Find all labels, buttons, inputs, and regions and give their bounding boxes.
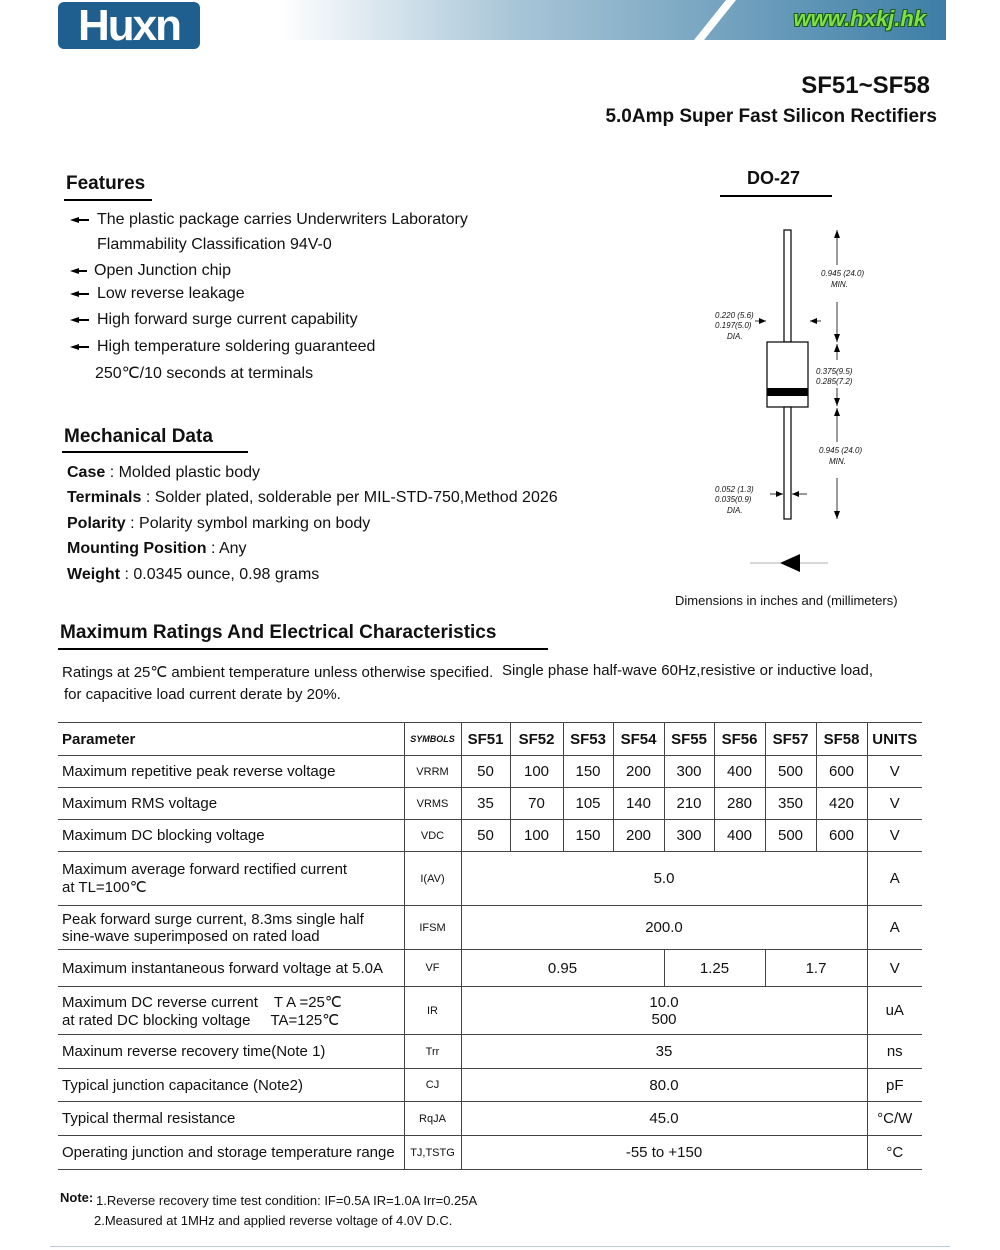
- ratings-title: Maximum Ratings And Electrical Characteristics: [60, 622, 497, 643]
- row-label: Typical junction capacitance (Note2): [58, 1069, 404, 1102]
- row-symbol: IFSM: [404, 906, 461, 950]
- polarity-symbol-icon: [780, 554, 800, 572]
- footer-line: [50, 1246, 950, 1247]
- header-sf56: SF56: [714, 723, 765, 756]
- row-label: Maximum DC blocking voltage: [58, 820, 404, 852]
- dim-body-len-1: 0.375(9.5): [816, 367, 853, 376]
- header-units: UNITS: [867, 723, 922, 756]
- row-label: Operating junction and storage temperature range: [58, 1136, 404, 1170]
- row-label: Peak forward surge current, 8.3ms single half sine-wave superimposed on rated load: [58, 906, 404, 950]
- dim-body-len-2: 0.285(7.2): [816, 377, 853, 386]
- part-number: SF51~SF58: [801, 72, 930, 99]
- table-row: [58, 987, 922, 1035]
- notes-label: Note:: [60, 1190, 94, 1205]
- note-2: 2.Measured at 1MHz and applied reverse voltage of 4.0V D.C.: [94, 1213, 453, 1228]
- cell-value: 70: [510, 788, 563, 820]
- header-sf54: SF54: [613, 723, 664, 756]
- row-label: Maximum average forward rectified current at TL=100℃: [58, 852, 404, 906]
- ratings-note-2: for capacitive load current derate by 20%.: [64, 686, 341, 703]
- cell-value: 150: [563, 820, 613, 852]
- row-unit: ns: [867, 1035, 922, 1069]
- arrow-bullet-icon: [70, 291, 79, 297]
- cell-value: 350: [765, 788, 816, 820]
- cell-value: 200.0: [461, 906, 867, 950]
- cell-value: 100: [510, 820, 563, 852]
- row-symbol: Trr: [404, 1035, 461, 1069]
- header-sf52: SF52: [510, 723, 563, 756]
- table-row: [58, 1102, 922, 1136]
- table-row: [58, 820, 922, 852]
- row-symbol: VF: [404, 950, 461, 987]
- dimensions-caption: Dimensions in inches and (millimeters): [675, 593, 898, 608]
- row-symbol: CJ: [404, 1069, 461, 1102]
- cell-value: 1.7: [765, 950, 867, 987]
- header-sf51: SF51: [461, 723, 510, 756]
- feature-item: High forward surge current capability: [70, 310, 358, 330]
- dim-lead-dia-1: 0.052 (1.3): [715, 485, 754, 494]
- table-row: [58, 1035, 922, 1069]
- feature-item-cont: 250℃/10 seconds at terminals: [95, 365, 314, 382]
- cell-value: 80.0: [461, 1069, 867, 1102]
- banner-stripe: [690, 0, 750, 40]
- row-unit: V: [867, 756, 922, 788]
- feature-item: High temperature soldering guaranteed: [70, 337, 375, 357]
- cell-value: 600: [816, 820, 867, 852]
- cell-value: 420: [816, 788, 867, 820]
- row-unit: pF: [867, 1069, 922, 1102]
- row-unit: V: [867, 950, 922, 987]
- ratings-table: [58, 722, 922, 1170]
- cell-value: 5.0: [461, 852, 867, 906]
- features-underline: [64, 199, 152, 201]
- cell-value: 400: [714, 756, 765, 788]
- row-symbol: IR: [404, 987, 461, 1035]
- header-sf55: SF55: [664, 723, 714, 756]
- row-symbol: VRMS: [404, 788, 461, 820]
- table-row: [58, 852, 922, 906]
- header-sf58: SF58: [816, 723, 867, 756]
- cell-value: 100: [510, 756, 563, 788]
- cell-value: 1.25: [664, 950, 765, 987]
- table-row: [58, 1069, 922, 1102]
- row-unit: A: [867, 906, 922, 950]
- cell-value: 150: [563, 756, 613, 788]
- cell-value: 300: [664, 756, 714, 788]
- website-link[interactable]: www.hxkj.hk: [793, 6, 926, 31]
- mech-row-mounting: Mounting Position : Any: [67, 540, 247, 557]
- row-label: Maxinum reverse recovery time(Note 1): [58, 1035, 404, 1069]
- cell-value: 45.0: [461, 1102, 867, 1136]
- dim-body-dia-2: 0.197(5.0): [715, 321, 752, 330]
- cell-value: 200: [613, 820, 664, 852]
- table-header-row: [58, 723, 922, 756]
- mech-row-terminals: Terminals : Solder plated, solderable per MIL-STD-750,Method 2026: [67, 489, 558, 506]
- cell-value: 200: [613, 756, 664, 788]
- row-symbol: TJ,TSTG: [404, 1136, 461, 1170]
- row-symbol: VDC: [404, 820, 461, 852]
- row-unit: °C: [867, 1136, 922, 1170]
- mechanical-title: Mechanical Data: [64, 426, 213, 447]
- row-label: Maximum repetitive peak reverse voltage: [58, 756, 404, 788]
- arrow-bullet-icon: [70, 268, 79, 274]
- feature-item-cont: Flammability Classification 94V-0: [97, 236, 332, 253]
- dim-body-dia-1: 0.220 (5.6): [715, 311, 754, 320]
- dim-lead-dia-2: 0.035(0.9): [715, 495, 752, 504]
- table-row: [58, 950, 922, 987]
- document-subtitle: 5.0Amp Super Fast Silicon Rectifiers: [605, 106, 937, 127]
- row-symbol: VRRM: [404, 756, 461, 788]
- note-1: 1.Reverse recovery time test condition: IF=0.5A IR=1.0A Irr=0.25A: [96, 1193, 478, 1208]
- cell-value: 600: [816, 756, 867, 788]
- row-unit: °C/W: [867, 1102, 922, 1136]
- cell-value: 400: [714, 820, 765, 852]
- cell-value: 280: [714, 788, 765, 820]
- header-sf57: SF57: [765, 723, 816, 756]
- company-logo: Huxn: [58, 2, 200, 49]
- header-symbols: SYMBOLS: [404, 723, 461, 756]
- cell-value: 0.95: [461, 950, 664, 987]
- cell-value: 210: [664, 788, 714, 820]
- feature-item: Low reverse leakage: [70, 284, 245, 304]
- row-unit: V: [867, 788, 922, 820]
- header-parameter: Parameter: [58, 723, 404, 756]
- cell-value: 10.0 500: [461, 987, 867, 1035]
- row-unit: A: [867, 852, 922, 906]
- row-unit: uA: [867, 987, 922, 1035]
- dim-lead-top-min: MIN.: [831, 280, 848, 289]
- cell-value: -55 to +150: [461, 1136, 867, 1170]
- arrow-bullet-icon: [70, 344, 79, 350]
- arrow-bullet-icon: [70, 217, 79, 223]
- mech-row-case: Case : Molded plastic body: [67, 464, 260, 481]
- row-label: Typical thermal resistance: [58, 1102, 404, 1136]
- dim-lead-dia-label: DIA.: [727, 506, 743, 515]
- arrow-bullet-icon: [70, 317, 79, 323]
- mech-row-polarity: Polarity : Polarity symbol marking on body: [67, 515, 371, 532]
- row-unit: V: [867, 820, 922, 852]
- row-label: Maximum RMS voltage: [58, 788, 404, 820]
- mechanical-underline: [62, 451, 248, 453]
- feature-item: The plastic package carries Underwriters Laboratory: [70, 210, 468, 230]
- table-row: [58, 756, 922, 788]
- mech-row-weight: Weight : 0.0345 ounce, 0.98 grams: [67, 566, 320, 583]
- cell-value: 50: [461, 820, 510, 852]
- ratings-note-1b: Single phase half-wave 60Hz,resistive or inductive load,: [502, 662, 874, 679]
- table-row: [58, 788, 922, 820]
- dim-lead-top: 0.945 (24.0): [821, 269, 865, 278]
- package-underline: [720, 195, 832, 197]
- cell-value: 300: [664, 820, 714, 852]
- ratings-note-1a: Ratings at 25℃ ambient temperature unless otherwise specified.: [62, 664, 494, 681]
- cell-value: 500: [765, 756, 816, 788]
- row-label: Maximum DC reverse current T A =25℃ at rated DC blocking voltage TA=125℃: [58, 987, 404, 1035]
- cell-value: 35: [461, 788, 510, 820]
- dim-body-dia-label: DIA.: [727, 332, 743, 341]
- cell-value: 500: [765, 820, 816, 852]
- row-label: Maximum instantaneous forward voltage at 5.0A: [58, 950, 404, 987]
- ratings-underline: [58, 648, 548, 650]
- cell-value: 35: [461, 1035, 867, 1069]
- table-row: [58, 1136, 922, 1170]
- dim-lead-bottom: 0.945 (24.0): [819, 446, 863, 455]
- table-row: [58, 906, 922, 950]
- header-sf53: SF53: [563, 723, 613, 756]
- row-symbol: RqJA: [404, 1102, 461, 1136]
- cell-value: 50: [461, 756, 510, 788]
- feature-item: Open Junction chip: [70, 261, 231, 281]
- package-title: DO-27: [747, 168, 801, 188]
- cell-value: 140: [613, 788, 664, 820]
- row-symbol: I(AV): [404, 852, 461, 906]
- dim-lead-bottom-min: MIN.: [829, 457, 846, 466]
- features-title: Features: [66, 173, 146, 194]
- cell-value: 105: [563, 788, 613, 820]
